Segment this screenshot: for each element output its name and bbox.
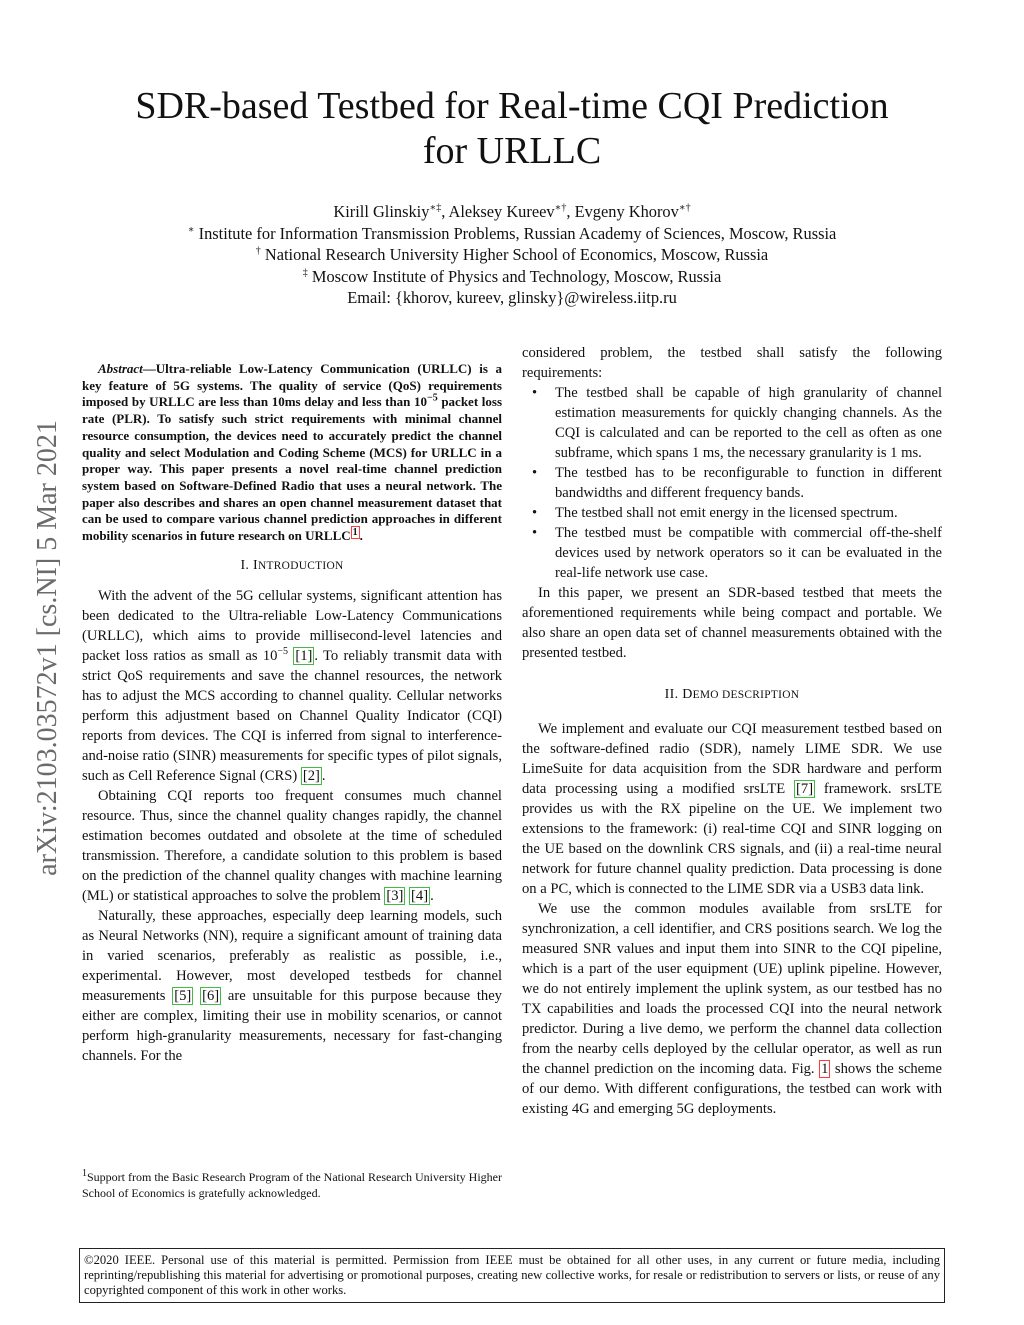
author-name: Aleksey Kureev: [448, 202, 555, 221]
title-line-1: SDR-based Testbed for Real-time CQI Prediction: [135, 85, 889, 127]
affiliation: [80, 266, 944, 288]
citation-link[interactable]: [2]: [302, 767, 320, 784]
paragraph: In this paper, we present an SDR-based testbed that meets the aforementioned requirements while being compact and portable. We also share an open data set of channel measurements obtained with the presented testbed.: [522, 585, 942, 661]
paragraph: Naturally, these approaches, especially deep learning models, such as Neural Networks (NN), require a significant amount of training data in varied scenarios, preferably as realistic as possible, i.e., experimental. However, most developed testbeds for channel measurements [5] [6] are unsuitable for this purpose because they either are complex, limiting their use in mobility scenarios, or cannot perform high-granularity measurements, necessary for fast-changing channels. For the: [82, 907, 502, 1064]
citation-link[interactable]: [7]: [796, 781, 814, 797]
author-block: [80, 201, 944, 309]
paragraph: considered problem, the testbed shall satisfy the following requirements:: [522, 345, 942, 381]
footnote-text: Support from the Basic Research Program of the National Research University Higher School of Economics is gratefully acknowledged.: [82, 1170, 502, 1200]
affiliation-text: Moscow Institute of Physics and Technology, Moscow, Russia: [311, 266, 722, 286]
list-item: • The testbed must be compatible with commercial off-the-shelf devices used by network operators so it can be evaluated in the real-life network use case.: [522, 523, 942, 583]
footnote-mark: 1: [82, 1168, 87, 1179]
author-name: Kirill Glinskiy: [333, 202, 430, 221]
citation-link[interactable]: [5]: [174, 987, 192, 1004]
requirements-list: [522, 383, 942, 583]
paper-title: [80, 84, 944, 174]
right-column: [522, 343, 942, 1119]
footnote-link[interactable]: 1: [352, 526, 358, 538]
section-heading-introduction: I. INTRODUCTION: [240, 557, 344, 573]
author-marks: ∗†: [678, 202, 691, 214]
affiliation-text: National Research University Higher School of Economics, Moscow, Russia: [264, 245, 769, 264]
copyright-notice: ©2020 IEEE. Personal use of this material is permitted. Permission from IEEE must be obtained for all other uses, in any current or future media, including reprinting/republishing this material for advertising or promotional purposes, creating new collective works, for resale or redistribution to servers or lists, or reuse of any copyrighted component of this work in other works.: [79, 1248, 945, 1303]
section-heading-demo: II. DEMO DESCRIPTION: [664, 687, 800, 702]
paragraph: We implement and evaluate our CQI measurement testbed based on the software-defined radio (SDR), namely LIME SDR. We use LimeSuite for data acquisition from the SDR hardware and perform data processing using a modified srsLTE [7] framework. srsLTE provides us with the RX pipeline on the UE. We implement two extensions to the framework: (i) real-time CQI and SINR logging on the UE based on the downlink CRS signals, and (ii) a real-time neural network for future channel quality prediction. Data processing is done on a PC, which is connected to the LIME SDR via a USB3 data link.: [522, 721, 942, 897]
footnote: [82, 1170, 502, 1201]
title-line-2: for URLLC: [422, 130, 602, 172]
affiliation-mark: †: [255, 245, 261, 257]
affiliation-mark: ∗: [187, 224, 195, 236]
citation-link[interactable]: [6]: [202, 987, 220, 1004]
arxiv-stamp: arXiv:2103.03572v1 [cs.NI] 5 Mar 2021: [32, 420, 63, 876]
author-name: Evgeny Khorov: [574, 202, 679, 221]
affiliation: [80, 223, 944, 245]
author-marks: ∗†: [554, 202, 567, 214]
paragraph: We use the common modules available from srsLTE for synchronization, a cell identifier, and CRS positions search. We log the measured SNR values and input them into SINR to the CQI pipeline, which is a part of the user equipment (UE) uplink pipeline. However, we do not entirely implement the uplink system, as our testbed has no TX capabilities and loads the processed CQI into the neural network predictor. During a live demo, we perform the channel data collection from the nearby cells deployed by the cellular operator, as well as run the channel prediction on the incoming data. Fig. 1 shows the scheme of our demo. With different configurations, the testbed can work with existing 4G and emerging 5G deployments.: [522, 901, 942, 1117]
affiliation-mark: ‡: [302, 267, 308, 279]
affiliation-text: Institute for Information Transmission Problems, Russian Academy of Sciences, Moscow, Russia: [198, 223, 837, 243]
citation-link[interactable]: [1]: [295, 647, 313, 664]
abstract-label: Abstract: [98, 361, 143, 376]
author-email: Email: {khorov, kureev, glinsky}@wireless.iitp.ru: [347, 288, 677, 307]
list-item: • The testbed shall not emit energy in the licensed spectrum.: [522, 503, 942, 523]
paragraph: With the advent of the 5G cellular systems, significant attention has been dedicated to the Ultra-reliable Low-Latency Communications (URLLC), which aims to provide millisecond-level latencies and packet loss ratios as small as $10^{-5}$ [1] . To reliably transmit data with strict QoS requirements and save the channel resources, the network has to adjust the MCS according to channel quality. Cellular networks perform this adjustment based on Channel Quality Indicator (CQI) reports from devices. The CQI is inferred from signal to interference-and-noise ratio (SINR) measurements for specific types of pilot signals, such as Cell Reference Signal (CRS) [2] .: [82, 587, 502, 784]
abstract: Abstract—Ultra-reliable Low-Latency Communication (URLLC) is a key feature of 5G systems. The quality of service (QoS) requirements imposed by URLLC are less than 10ms delay and less than $10^{-5}$ packet loss rate (PLR). To satisfy such strict requirements with minimal channel resource consumption, the devices need to accurately predict the channel quality and select Modulation and Coding Scheme (MCS) for URLLC in a proper way. This paper presents a novel real-time channel prediction system based on Software-Defined Radio that uses a neural network. The paper also describes and shares an open channel measurement dataset that can be used to compare various channel prediction approaches in different mobility scenarios in future research on URLLC $^1$ .: [82, 361, 502, 544]
list-item: • The testbed has to be reconfigurable to function in different bandwidths and different frequency bands.: [522, 463, 942, 503]
affiliation: [80, 244, 944, 266]
list-item: • The testbed shall be capable of high granularity of channel estimation measurements for quickly changing channels. As the CQI is calculated and can be reported to the cell as often as one subframe, which spans 1 ms, the necessary granularity is 1 ms.: [522, 383, 942, 463]
citation-link[interactable]: [3]: [386, 887, 404, 904]
citation-link[interactable]: [4]: [411, 887, 429, 904]
paragraph: Obtaining CQI reports too frequent consumes much channel resource. Thus, since the channel quality changes rapidly, the channel estimation becomes outdated and obsolete at the time of scheduled transmission. Therefore, a candidate solution to this problem is based on the prediction of the channel quality changes with machine learning (ML) or statistical approaches to solve the problem [3] [4] .: [82, 787, 502, 904]
author-line: Kirill Glinskiy∗‡, Aleksey Kureev∗†, Evgeny Khorov∗†: [333, 202, 691, 221]
figure-link[interactable]: 1: [821, 1061, 829, 1077]
left-column: [82, 361, 502, 1066]
author-marks: ∗‡: [429, 202, 442, 214]
